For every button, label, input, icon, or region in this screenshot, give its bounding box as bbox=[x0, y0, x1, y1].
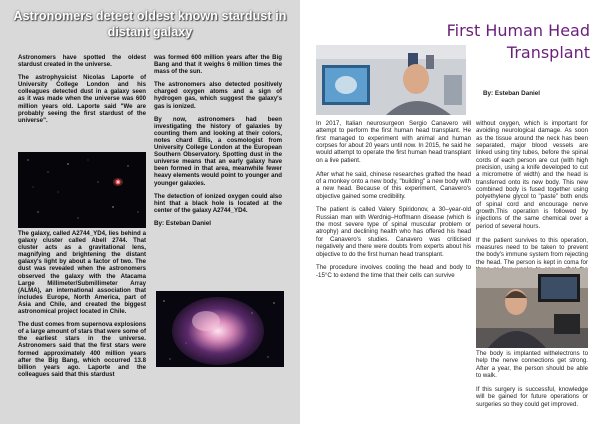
left-column-1-top bbox=[18, 54, 146, 130]
paragraph: The galaxy, called A2744_YD4, lies behind a galaxy cluster called Abell 2744. That cluster acts as a gravitational lens, magnifying and brightening the distant galaxy's light by about a factor of two. The dust was revealed when the astronomers observed the galaxy with the Atacama Large Millimeter/Submillimeter Array (ALMA), an international association that includes Europe, North America, part of Asia and Chile, and created the biggest astronomical project located in Chile. bbox=[18, 230, 146, 316]
paragraph: without oxygen, which is important for avoiding neurological damage. As soon as the tissue around the neck has been separated, major blood vessels are linked using tiny tubes, before the spinal cords of each person are cut (with high precision, using a knife developed to cut a micrometre of width) and the head is transferred onto its new body. This new combined body is fused together using polyethylene glycol to "paste" both ends of spinal cord and encourage nerve growth.This operation is followed by injections of the same chemical over a period of several hours. bbox=[476, 120, 588, 230]
nebula-image-graphic bbox=[156, 291, 284, 367]
nebula-image bbox=[156, 291, 284, 367]
paragraph: By now, astronomers had been investigating the history of galaxies by counting them and looking at their colors, notes chard Ellis, a cosmologist from University College London at the European Southern Observatory. Spotting dust in the universe means that an early galaxy have been formed in that area, meanwhile fewer heavy elements would point to younger and younger galaxies. bbox=[154, 115, 282, 187]
paragraph: The detection of ionized oxygen could also hint that a black hole is located at the center of the galaxy A2744_YD4. bbox=[154, 192, 282, 214]
right-column-1 bbox=[316, 120, 471, 286]
paragraph: The body is implanted withelectrons to help the nerve connections get strong. After a year, the person should be able to walk. bbox=[476, 350, 588, 380]
right-byline: By: Esteban Daniel bbox=[483, 90, 541, 97]
galaxy-image bbox=[18, 152, 146, 228]
paragraph: If this surgery is successful, knowledge will be gained for future operations or surgeries so they could get improved. bbox=[476, 385, 588, 408]
patient-photo bbox=[476, 268, 588, 348]
right-column-2-top bbox=[476, 120, 588, 287]
paragraph: Astronomers have spotted the oldest stardust created in the universe. bbox=[18, 54, 146, 69]
left-column-1-bottom bbox=[18, 230, 146, 384]
title-line-2: Transplant bbox=[506, 43, 590, 62]
paragraph: was formed 600 million years after the Big Bang and that it weighs 6 million times the mass of the sun. bbox=[154, 54, 282, 76]
paragraph: The dust comes from supernova explosions of a large amount of stars that were some of the earliest stars in the universe. Astronomers said that the first stars were formed approximately 400 million years after the Big Bang, which occurred 13.8 billion years ago. Laporte and the colleagues said that this stardust bbox=[18, 321, 146, 378]
title-line-1: First Human Head bbox=[446, 21, 590, 40]
left-article-title: Astronomers detect oldest known stardust in distant galaxy bbox=[13, 9, 287, 39]
paragraph: The astrophysicist Nicolas Laporte of University College London and his colleagues detected dust in a galaxy seen as it was made when the universe was 600 million years old. Laporte said "We are probably seeing the first stardust of the universe". bbox=[18, 74, 146, 124]
surgeon-photo bbox=[316, 45, 466, 115]
paragraph: The astronomers also detected positively charged oxygen atoms and a sign of hydrogen gas, which suggest the galaxy's gas is ionized. bbox=[154, 81, 282, 110]
paragraph: The patient is called Valery Spiridonov, a 30–year-old Russian man with Werdnig–Hoffmann disease (which is the most severe type of spinal muscular problem or atrophy) and declining health who has offered his head for Canavero's studies. Canavero was criticised negatively and there were doubts from experts about his objective to do the first human head transplant. bbox=[316, 206, 471, 258]
paragraph: If the patient survives to this operation, measures need to be taken to prevent the body's immune system from rejecting the head. The person is kept in coma for bbox=[476, 236, 588, 266]
patient-photo-graphic bbox=[476, 268, 588, 348]
right-column-2-bottom bbox=[476, 350, 588, 414]
left-byline: By: Esteban Daniel bbox=[154, 219, 212, 227]
left-column-2 bbox=[154, 54, 282, 233]
paragraph: In 2017, Italian neurosurgeon Sergio Canavero will attempt to perform the first human head transplant. He first managed to experiment with animal and human corpses for about 20 years until now. In 2015, he said he would attempt to operate the first human head transplant on a live patient. bbox=[316, 120, 471, 164]
surgeon-photo-graphic bbox=[316, 45, 466, 115]
galaxy-image-graphic bbox=[18, 152, 146, 228]
paragraph: After what he said, chinese researches grafted the head of a monkey onto a new body, "building" a new body with a new head. Because of this experiment, Canavero's objective gained some credibility. bbox=[316, 170, 471, 200]
paragraph: The procedure involves cooling the head and body to -15°C to extend the time that their cells can survive bbox=[316, 264, 471, 279]
